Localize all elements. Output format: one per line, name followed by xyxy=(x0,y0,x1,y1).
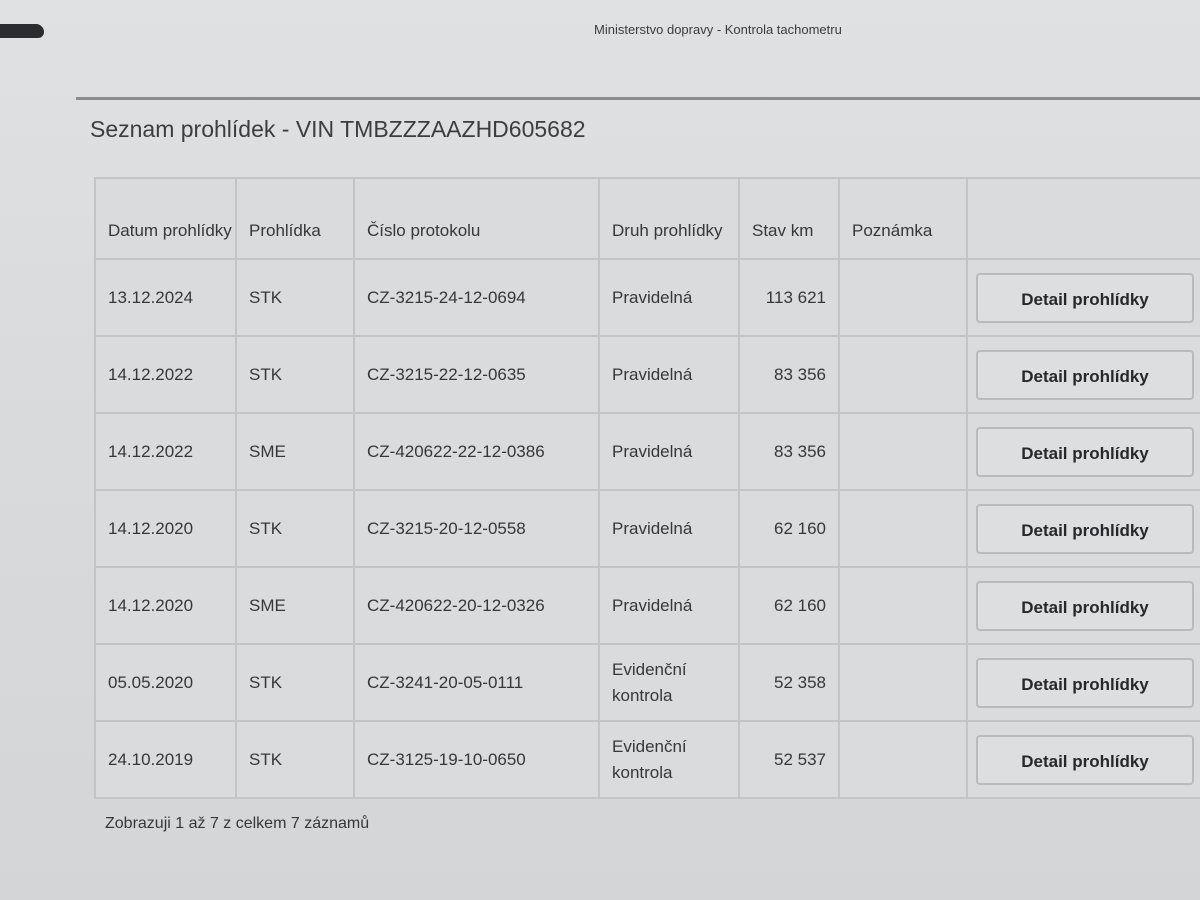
table-row xyxy=(95,259,1200,336)
cell-note xyxy=(839,413,967,490)
detail-button[interactable]: Detail prohlídky xyxy=(976,658,1194,708)
cell-note xyxy=(839,567,967,644)
table-row xyxy=(95,336,1200,413)
cell-date: 14.12.2022 xyxy=(95,413,236,490)
cell-note xyxy=(839,259,967,336)
table-row xyxy=(95,490,1200,567)
cell-action xyxy=(967,567,1200,644)
cell-protocol: CZ-3125-19-10-0650 xyxy=(354,721,599,798)
cell-note xyxy=(839,644,967,721)
cell-protocol: CZ-420622-20-12-0326 xyxy=(354,567,599,644)
column-header-type[interactable]: Druh prohlídky xyxy=(599,178,739,259)
cell-action xyxy=(967,259,1200,336)
table-row xyxy=(95,413,1200,490)
cell-protocol: CZ-3215-22-12-0635 xyxy=(354,336,599,413)
cell-type: Evidenční kontrola xyxy=(599,721,739,798)
detail-button[interactable]: Detail prohlídky xyxy=(976,350,1194,400)
cell-type: Pravidelná xyxy=(599,259,739,336)
column-header-note[interactable]: Poznámka xyxy=(839,178,967,259)
cell-km: 83 356 xyxy=(739,336,839,413)
app-title: Ministerstvo dopravy - Kontrola tachometru xyxy=(594,22,842,37)
cell-inspection: SME xyxy=(236,567,354,644)
cell-km: 113 621 xyxy=(739,259,839,336)
table-header-row xyxy=(95,178,1200,259)
cell-protocol: CZ-3241-20-05-0111 xyxy=(354,644,599,721)
cell-km: 62 160 xyxy=(739,490,839,567)
cell-date: 24.10.2019 xyxy=(95,721,236,798)
cell-inspection: SME xyxy=(236,413,354,490)
cell-protocol: CZ-3215-24-12-0694 xyxy=(354,259,599,336)
detail-button[interactable]: Detail prohlídky xyxy=(976,504,1194,554)
cell-inspection: STK xyxy=(236,336,354,413)
header-divider xyxy=(76,97,1200,100)
cell-date: 14.12.2020 xyxy=(95,490,236,567)
column-header-protocol[interactable]: Číslo protokolu xyxy=(354,178,599,259)
cell-note xyxy=(839,721,967,798)
column-header-action xyxy=(967,178,1200,259)
cell-date: 14.12.2022 xyxy=(95,336,236,413)
cell-inspection: STK xyxy=(236,490,354,567)
cell-date: 05.05.2020 xyxy=(95,644,236,721)
cell-km: 83 356 xyxy=(739,413,839,490)
cell-inspection: STK xyxy=(236,721,354,798)
column-header-date[interactable]: Datum prohlídky xyxy=(95,178,236,259)
cell-protocol: CZ-3215-20-12-0558 xyxy=(354,490,599,567)
detail-button[interactable]: Detail prohlídky xyxy=(976,581,1194,631)
detail-button[interactable]: Detail prohlídky xyxy=(976,273,1194,323)
table-row xyxy=(95,721,1200,798)
cell-date: 14.12.2020 xyxy=(95,567,236,644)
cell-inspection: STK xyxy=(236,259,354,336)
cell-type: Pravidelná xyxy=(599,490,739,567)
cell-action xyxy=(967,644,1200,721)
cell-protocol: CZ-420622-22-12-0386 xyxy=(354,413,599,490)
cell-action xyxy=(967,490,1200,567)
detail-button[interactable]: Detail prohlídky xyxy=(976,427,1194,477)
cell-km: 62 160 xyxy=(739,567,839,644)
cell-km: 52 358 xyxy=(739,644,839,721)
corner-mark xyxy=(0,24,44,38)
column-header-inspection[interactable]: Prohlídka xyxy=(236,178,354,259)
cell-action xyxy=(967,336,1200,413)
cell-inspection: STK xyxy=(236,644,354,721)
cell-type: Evidenční kontrola xyxy=(599,644,739,721)
detail-button[interactable]: Detail prohlídky xyxy=(976,735,1194,785)
table-body xyxy=(95,259,1200,798)
column-header-km[interactable]: Stav km xyxy=(739,178,839,259)
table-row xyxy=(95,567,1200,644)
cell-type: Pravidelná xyxy=(599,336,739,413)
pagination-info: Zobrazuji 1 až 7 z celkem 7 záznamů xyxy=(105,815,370,832)
cell-km: 52 537 xyxy=(739,721,839,798)
inspections-table xyxy=(94,177,1200,799)
cell-note xyxy=(839,336,967,413)
table-row xyxy=(95,644,1200,721)
cell-type: Pravidelná xyxy=(599,413,739,490)
cell-date: 13.12.2024 xyxy=(95,259,236,336)
page-title: Seznam prohlídek - VIN TMBZZZAAZHD605682 xyxy=(90,116,586,142)
cell-type: Pravidelná xyxy=(599,567,739,644)
cell-action xyxy=(967,721,1200,798)
cell-action xyxy=(967,413,1200,490)
inspections-table-wrapper xyxy=(94,177,1200,799)
cell-note xyxy=(839,490,967,567)
